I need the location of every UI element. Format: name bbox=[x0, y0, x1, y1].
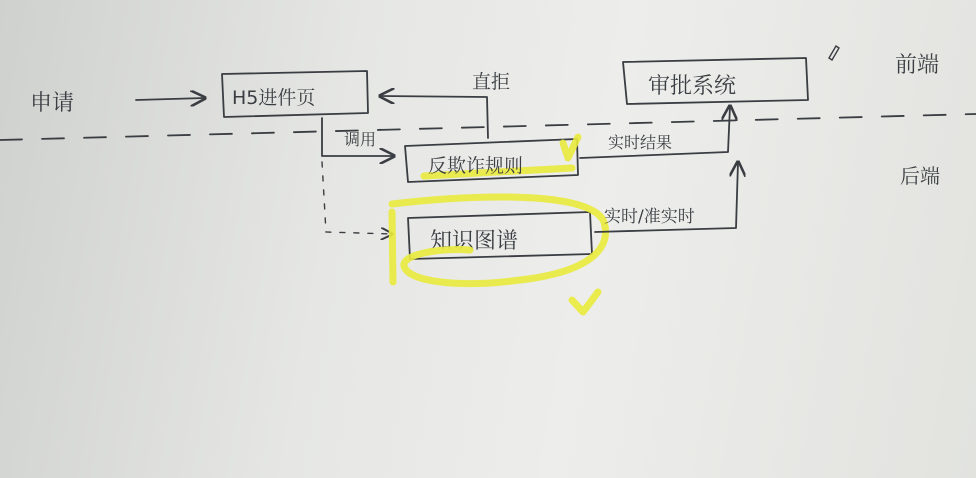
realtime-near-realtime-label: 实时/准实时 bbox=[604, 207, 695, 227]
pen-mark bbox=[829, 46, 839, 60]
realtime-result-label: 实时结果 bbox=[608, 133, 673, 152]
knowledge-graph-label: 知识图谱 bbox=[430, 229, 519, 254]
apply-label: 申请 bbox=[30, 91, 75, 116]
approval-system-label: 审批系统 bbox=[648, 74, 737, 99]
h5-page-label: H5进件页 bbox=[232, 87, 316, 109]
knowledge-graph-highlight-tick bbox=[572, 292, 598, 312]
call-label: 调用 bbox=[344, 130, 377, 149]
apply-to-h5-arrow bbox=[136, 98, 205, 100]
h5-to-graph-dotted-arrow bbox=[322, 162, 392, 234]
reject-arrow bbox=[380, 96, 488, 138]
knowledge-graph-highlight-bar bbox=[392, 212, 393, 282]
backend-zone-label: 后端 bbox=[900, 164, 940, 188]
frontend-zone-label: 前端 bbox=[895, 53, 940, 78]
anti-fraud-rules-label: 反欺诈规则 bbox=[428, 155, 524, 177]
reject-label: 直拒 bbox=[472, 71, 511, 93]
